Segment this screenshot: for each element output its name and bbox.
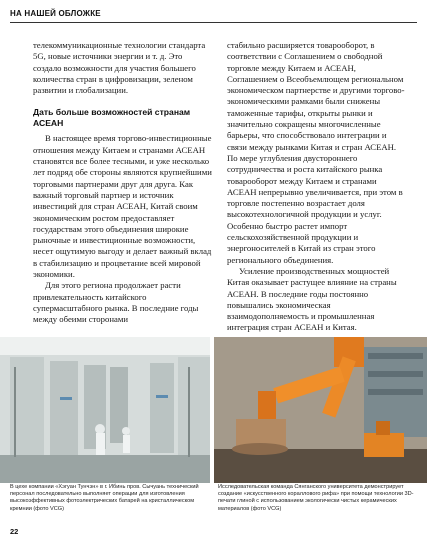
robot-arm-photo: [214, 337, 427, 483]
photo-caption-right: Исследовательская команда Сянганского университета демонстрирует создание «искусственного кораллового рифа» при помощи технологии 3D-печати глиной с использованием экологически чистых керамических материалов (фото VCG): [218, 484, 414, 512]
body-paragraph: Для этого региона продолжает расти привлекательность китайского супермасштабного рынка. В последние годы между обеими сторонами: [33, 280, 199, 325]
body-paragraph: Усиление производственных мощностей Китая оказывает растущее влияние на страны АСЕАН. В последние годы постоянно повышались экономическая взаимодополняемость и промышленная интеграция стран АСЕАН и Китая.: [227, 265, 397, 333]
factory-photo: [0, 337, 210, 483]
body-paragraph: В настоящее время торгово-инвестиционные отношения между Китаем и странами АСЕАН становятся все более тесными, и уже несколько лет подряд обе стороны являются крупнейшими торговыми партнерами друг для друга. Как важный торговый партнер и источник инвестиций для стран АСЕАН, Китай своим экономическим ростом предоставляет государствам этого объединения широкие рыночные и инвестиционные возможности, несет ощутимую выгоду и делает важный вклад в стабилизацию и процветание всей мировой экономики.: [33, 133, 212, 280]
right-column: [227, 40, 407, 334]
section-label: НА НАШЕЙ ОБЛОЖКЕ: [10, 9, 101, 18]
body-paragraph: стабильно расширяется товарооборот, в соответствии с Соглашением о свободной торговле между Китаем и АСЕАН, Соглашением о Всеобъемлющем региональном экономическом партнерстве и другими торгово-экономическими рамками были снижены таможенные тарифы, открыты рынки и значительно сокращены многочисленные барьеры, что способствовало интеграции и связи между рынками Китая и стран АСЕАН. По мере углубления двустороннего сотрудничества и роста китайского рынка товарооборот между Китаем и странами АСЕАН непрерывно увеличивается, при этом в торговле постепенно возрастает доля высокотехнологичной продукции и услуг. Особенно быстро растет импорт сельскохозяйственной продукции и энергоносителей в Китай из стран этого регионального объединения.: [227, 40, 405, 265]
intro-paragraph: телекоммуникационные технологии стандарта 5G, новые источники энергии и т. д. Это создало возможности для участия большего количества стран в цифровизации, зеленом развитии и глобализации.: [33, 40, 206, 96]
section-heading: Дать больше возможностей странам АСЕАН: [33, 107, 191, 129]
left-column: [33, 40, 213, 326]
page-number: 22: [10, 527, 19, 536]
photo-caption-left: В цехе компании «Хэгуан Тунчэн» в г. Ибинь пров. Сычуань технический персонал последовательно выполняет операции для изготовления высокоэффективных фотоэлектрических батарей на кристаллическом кремнии (фото VCG): [10, 484, 199, 512]
section-divider: [10, 22, 417, 23]
